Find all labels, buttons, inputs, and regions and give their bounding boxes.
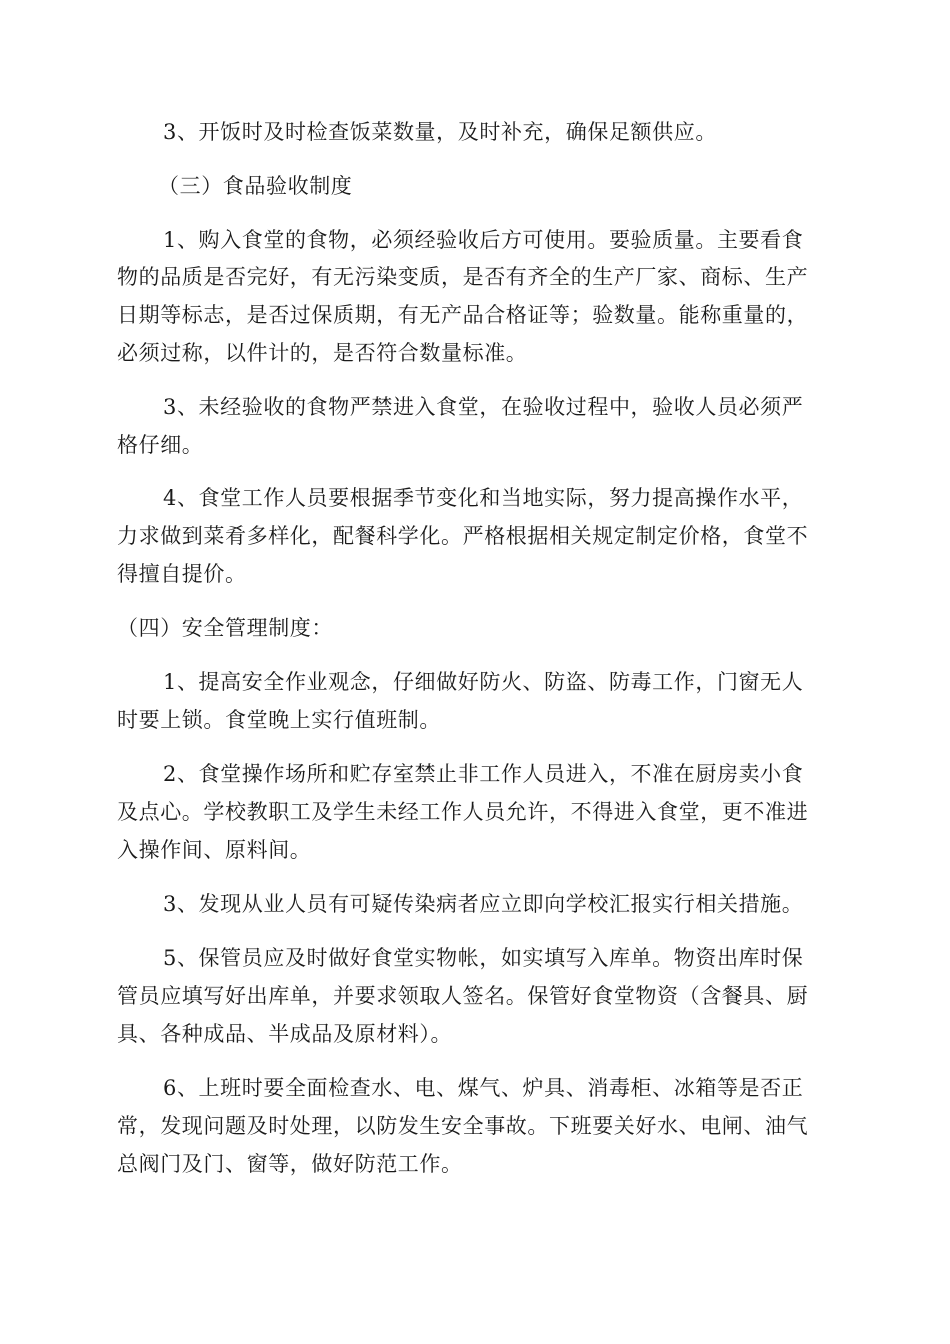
- text-line: 得擅自提价。: [117, 562, 247, 586]
- text-line: 入操作间、原料间。: [117, 838, 312, 862]
- text-line: 1、提高安全作业观念，仔细做好防火、防盗、防毒工作，门窗无人: [163, 670, 804, 694]
- text-line: 3、发现从业人员有可疑传染病者应立即向学校汇报实行相关措施。: [163, 892, 804, 916]
- text-line: 1、购入食堂的食物，必须经验收后方可使用。要验质量。主要看食: [163, 228, 804, 252]
- text-line: 常，发现问题及时处理，以防发生安全事故。下班要关好水、电闸、油气: [117, 1114, 809, 1138]
- text-line: 及点心。学校教职工及学生未经工作人员允许，不得进入食堂，更不准进: [117, 800, 809, 824]
- text-line: 力求做到菜肴多样化，配餐科学化。严格根据相关规定制定价格，食堂不: [117, 524, 809, 548]
- section-heading: （三）食品验收制度: [158, 174, 353, 198]
- text-line: 日期等标志，是否过保质期，有无产品合格证等；验数量。能称重量的，: [117, 303, 809, 327]
- text-line: 4、食堂工作人员要根据季节变化和当地实际，努力提高操作水平，: [163, 486, 804, 510]
- section-heading: （四）安全管理制度：: [117, 616, 333, 640]
- text-line: 管员应填写好出库单，并要求领取人签名。保管好食堂物资（含餐具、厨: [117, 984, 809, 1008]
- text-line: 2、食堂操作场所和贮存室禁止非工作人员进入，不准在厨房卖小食: [163, 762, 804, 786]
- text-line: 物的品质是否完好，有无污染变质，是否有齐全的生产厂家、商标、生产: [117, 265, 809, 289]
- text-line: 时要上锁。食堂晚上实行值班制。: [117, 708, 441, 732]
- text-line: 3、开饭时及时检查饭菜数量，及时补充，确保足额供应。: [163, 120, 717, 144]
- text-line: 格仔细。: [117, 433, 204, 457]
- text-line: 必须过称，以件计的，是否符合数量标准。: [117, 341, 528, 365]
- text-line: 6、上班时要全面检查水、电、煤气、炉具、消毒柜、冰箱等是否正: [163, 1076, 804, 1100]
- text-line: 3、未经验收的食物严禁进入食堂，在验收过程中，验收人员必须严: [163, 395, 804, 419]
- text-line: 总阀门及门、窗等，做好防范工作。: [117, 1152, 463, 1176]
- text-line: 5、保管员应及时做好食堂实物帐，如实填写入库单。物资出库时保: [163, 946, 804, 970]
- text-line: 具、各种成品、半成品及原材料）。: [117, 1022, 453, 1046]
